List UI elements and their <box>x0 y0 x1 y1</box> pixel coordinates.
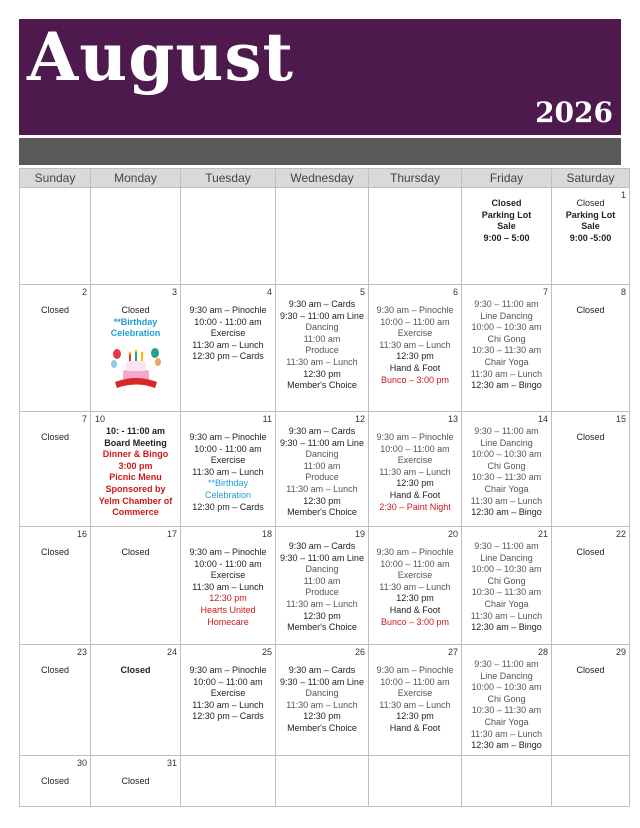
event-line: 12:30 pm <box>396 478 434 489</box>
event-line: 9:00 – 5:00 <box>483 232 530 243</box>
day-number: 30 <box>76 758 87 768</box>
event-line: 11:30 am – Lunch <box>192 339 264 350</box>
day-cell[interactable] <box>552 527 630 645</box>
event-line: 12:30 pm <box>209 593 247 604</box>
event-line: 10:00 - 11:00 am <box>194 316 262 327</box>
event-line: 12:30 pm <box>303 711 341 722</box>
day-number: 28 <box>537 647 548 657</box>
day-number: 21 <box>537 529 548 539</box>
calendar-banner <box>19 19 621 135</box>
event-line: 10:30 – 11:30 am <box>471 705 542 716</box>
day-events <box>181 188 275 198</box>
day-cell[interactable] <box>91 285 181 412</box>
event-line: 12:30 pm – Cards <box>192 501 264 512</box>
event-line: Sponsored by <box>105 483 166 494</box>
day-events <box>462 527 551 634</box>
event-line: Closed <box>576 305 605 315</box>
event-line: 9:30 am – Pinochle <box>189 547 267 557</box>
event-line: Member's Choice <box>287 722 357 733</box>
day-cell[interactable] <box>276 527 369 645</box>
event-line: 9:30 – 11:00 am Line <box>280 310 364 321</box>
event-line: Hearts United <box>200 604 256 615</box>
calendar-grid <box>19 168 630 807</box>
day-cell[interactable] <box>462 527 552 645</box>
day-cell[interactable] <box>462 645 552 756</box>
day-number: 24 <box>166 647 177 657</box>
day-number: 4 <box>266 287 272 297</box>
event-line: 9:30 am – Pinochle <box>376 432 454 442</box>
day-cell[interactable] <box>91 645 181 756</box>
event-line: 10:00 – 10:30 am <box>471 322 542 333</box>
event-line: Exercise <box>210 328 246 339</box>
day-events <box>20 188 90 198</box>
event-line: Closed <box>121 776 150 786</box>
day-events <box>91 412 180 519</box>
event-line: 12:30 pm – Cards <box>192 711 264 722</box>
event-line: 11:30 am – Lunch <box>286 598 358 609</box>
day-events <box>276 188 368 198</box>
event-line: 9:30 am – Cards <box>288 299 356 309</box>
day-cell[interactable] <box>181 285 276 412</box>
event-line: Dancing <box>305 322 339 333</box>
event-line: 9:30 – 11:00 am <box>474 426 539 436</box>
weekday-wednesday: Wednesday <box>276 169 369 188</box>
month-title: August <box>27 18 294 96</box>
event-line: 12:30 am – Bingo <box>471 622 542 633</box>
day-cell[interactable] <box>462 412 552 527</box>
day-cell[interactable] <box>276 412 369 527</box>
week-row <box>20 188 630 285</box>
event-line: Yelm Chamber of <box>98 495 173 506</box>
event-line: 10:00 – 11:00 am <box>380 443 450 454</box>
event-line: 9:30 am – Cards <box>288 426 356 436</box>
event-line: Commerce <box>112 507 159 518</box>
event-line: Closed <box>576 547 605 557</box>
day-events <box>91 285 180 390</box>
day-events <box>369 285 461 386</box>
event-line: Exercise <box>210 688 246 699</box>
event-line: 9:30 am – Pinochle <box>376 665 454 675</box>
event-line: Celebration <box>204 489 252 500</box>
event-line: 12:30 am – Bingo <box>471 507 542 518</box>
event-line: Chi Gong <box>487 333 526 344</box>
event-line: 9:30 – 11:00 am Line <box>280 437 364 448</box>
day-events <box>462 645 551 752</box>
day-events <box>181 285 275 363</box>
day-number: 6 <box>452 287 458 297</box>
event-line: Exercise <box>397 455 433 466</box>
day-cell[interactable] <box>369 756 462 807</box>
event-line: 10:00 – 10:30 am <box>471 564 542 575</box>
week-row <box>20 527 630 645</box>
day-number: 1 <box>620 190 626 200</box>
day-events <box>20 412 90 444</box>
day-events <box>369 412 461 513</box>
day-cell[interactable] <box>181 527 276 645</box>
day-number: 18 <box>261 529 272 539</box>
day-number: 23 <box>76 647 87 657</box>
day-number: 15 <box>615 414 626 424</box>
day-events <box>91 188 180 198</box>
day-number: 31 <box>166 758 177 768</box>
day-number: 19 <box>354 529 365 539</box>
event-line: Chair Yoga <box>484 483 529 494</box>
day-events <box>462 756 551 776</box>
day-events <box>552 188 629 244</box>
day-number: 7 <box>542 287 548 297</box>
weekday-friday: Friday <box>462 169 552 188</box>
day-number: 11 <box>262 414 272 424</box>
event-line: Bunco – 3:00 pm <box>380 616 450 627</box>
day-events <box>462 412 551 519</box>
day-cell[interactable] <box>91 188 181 285</box>
day-number: 10 <box>95 414 106 424</box>
event-line: Picnic Menu <box>109 472 162 483</box>
day-cell[interactable] <box>20 412 91 527</box>
day-number: 20 <box>447 529 458 539</box>
event-line: Closed <box>576 198 605 208</box>
day-events <box>369 188 461 198</box>
event-line: Closed <box>491 198 522 208</box>
event-line: Chi Gong <box>487 693 526 704</box>
event-line: 11:30 am – Lunch <box>192 466 264 477</box>
event-line: 11:30 am – Lunch <box>470 728 543 739</box>
day-number: 2 <box>81 287 87 297</box>
event-line: 10:30 – 11:30 am <box>471 472 542 483</box>
event-line: Produce <box>305 472 339 483</box>
day-events <box>276 756 368 776</box>
day-cell[interactable] <box>276 645 369 756</box>
event-line: 11:30 am – Lunch <box>470 610 543 621</box>
event-line: Homecare <box>207 616 249 627</box>
event-line: 10:30 – 11:30 am <box>471 587 542 598</box>
event-line: 10: - 11:00 am <box>105 426 166 436</box>
event-line: Board Meeting <box>104 437 167 448</box>
event-line: Exercise <box>210 570 246 581</box>
day-number: 14 <box>537 414 548 424</box>
event-line: Line Dancing <box>480 310 533 321</box>
event-line: 9:30 – 11:00 am <box>474 541 539 551</box>
event-line: Closed <box>40 776 69 786</box>
event-line: 10:00 – 11:00 am <box>193 676 263 687</box>
event-line: Exercise <box>210 455 246 466</box>
event-line: Dancing <box>305 564 339 575</box>
event-line: 9:00 -5:00 <box>569 232 612 243</box>
event-line: 12:30 pm <box>396 351 434 362</box>
weekday-saturday: Saturday <box>552 169 630 188</box>
week-row <box>20 412 630 527</box>
day-events <box>552 756 629 776</box>
event-line: Closed <box>576 665 605 675</box>
day-events <box>181 527 275 628</box>
event-line: Hand & Foot <box>389 489 441 500</box>
event-line: Line Dancing <box>480 670 533 681</box>
day-events <box>181 756 275 776</box>
event-line: Chi Gong <box>487 575 526 586</box>
day-events <box>462 188 551 244</box>
day-number: 27 <box>447 647 458 657</box>
day-events <box>276 285 368 392</box>
event-line: 9:30 am – Pinochle <box>376 305 454 315</box>
event-line: 9:30 am – Pinochle <box>189 665 267 675</box>
day-events <box>462 285 551 392</box>
event-line: Chair Yoga <box>484 598 529 609</box>
event-line: Celebration <box>110 328 161 339</box>
day-cell[interactable] <box>91 527 181 645</box>
event-line: 11:30 am – Lunch <box>379 581 451 592</box>
day-events <box>552 285 629 317</box>
event-line: **Birthday <box>207 478 249 489</box>
day-events <box>181 645 275 723</box>
event-line: 12:30 pm <box>303 368 341 379</box>
day-cell[interactable] <box>369 645 462 756</box>
event-line: 11:30 am – Lunch <box>286 699 358 710</box>
day-number: 3 <box>171 287 177 297</box>
event-line: Produce <box>305 587 339 598</box>
weekday-sunday: Sunday <box>20 169 91 188</box>
day-number: 12 <box>354 414 365 424</box>
day-cell[interactable] <box>369 285 462 412</box>
event-line: 10:00 – 11:00 am <box>380 316 450 327</box>
day-number: 17 <box>166 529 177 539</box>
event-line: 11:00 am <box>303 575 341 586</box>
event-line: Hand & Foot <box>389 604 441 615</box>
day-cell[interactable] <box>20 756 91 807</box>
week-row <box>20 756 630 807</box>
day-number: 8 <box>620 287 626 297</box>
event-line: Closed <box>40 547 69 557</box>
event-line: Closed <box>120 665 151 675</box>
event-line: 11:30 am – Lunch <box>192 581 264 592</box>
day-cell[interactable] <box>91 756 181 807</box>
event-line: 11:30 am – Lunch <box>192 699 264 710</box>
event-line: Chair Yoga <box>484 356 529 367</box>
event-line: 11:00 am <box>303 460 341 471</box>
event-line: Closed <box>40 432 69 442</box>
weekday-tuesday: Tuesday <box>181 169 276 188</box>
event-line: 10:00 – 10:30 am <box>471 449 542 460</box>
day-events <box>369 756 461 776</box>
event-line: 12:30 pm <box>303 610 341 621</box>
event-line: Line Dancing <box>480 552 533 563</box>
day-cell[interactable] <box>462 756 552 807</box>
event-line: 9:30 – 11:00 am Line <box>280 676 364 687</box>
event-line: Dancing <box>305 688 339 699</box>
event-line: 3:00 pm <box>118 460 153 471</box>
event-line: Closed <box>121 547 150 557</box>
day-cell[interactable] <box>552 412 630 527</box>
calendar-body <box>20 188 630 807</box>
event-line: Hand & Foot <box>389 722 441 733</box>
day-number: 22 <box>615 529 626 539</box>
event-line: 9:30 am – Pinochle <box>189 305 267 315</box>
day-number: 7 <box>81 414 87 424</box>
day-cell[interactable] <box>276 285 369 412</box>
event-line: Exercise <box>397 688 433 699</box>
event-line: Closed <box>121 305 150 315</box>
event-line: Chi Gong <box>487 460 526 471</box>
event-line: 12:30 am – Bingo <box>471 740 542 751</box>
event-line: Dinner & Bingo <box>102 449 169 460</box>
event-line: 11:30 am – Lunch <box>379 466 451 477</box>
week-row <box>20 285 630 412</box>
day-cell[interactable] <box>369 188 462 285</box>
day-number: 26 <box>354 647 365 657</box>
event-line: 11:00 am <box>303 333 341 344</box>
day-cell[interactable] <box>20 645 91 756</box>
event-line: Chair Yoga <box>484 716 529 727</box>
event-line: Parking Lot <box>565 209 616 220</box>
day-cell[interactable] <box>552 188 630 285</box>
event-line: 9:30 – 11:00 am <box>474 299 539 309</box>
event-line: 12:30 pm <box>396 593 434 604</box>
event-line: 9:30 am – Cards <box>288 541 356 551</box>
event-line: 10:30 – 11:30 am <box>471 345 542 356</box>
event-line: 2:30 – Paint Night <box>379 501 451 512</box>
event-line: 10:00 – 11:00 am <box>380 676 450 687</box>
weekday-header-row <box>20 169 630 188</box>
event-line: 10:00 - 11:00 am <box>194 558 262 569</box>
day-events <box>369 527 461 628</box>
day-events <box>20 285 90 317</box>
banner-divider-bar <box>19 138 621 165</box>
day-cell[interactable] <box>369 527 462 645</box>
day-cell[interactable] <box>552 285 630 412</box>
event-line: Member's Choice <box>287 380 357 391</box>
day-cell[interactable] <box>276 756 369 807</box>
day-number: 5 <box>359 287 365 297</box>
day-events <box>181 412 275 513</box>
event-line: 11:30 am – Lunch <box>286 356 358 367</box>
day-number: 13 <box>447 414 458 424</box>
day-cell[interactable] <box>181 756 276 807</box>
event-line: Member's Choice <box>287 622 357 633</box>
event-line: 9:30 am – Cards <box>288 665 356 675</box>
event-line: Sale <box>497 221 516 232</box>
event-line: Parking Lot <box>481 209 532 220</box>
event-line: Closed <box>40 305 69 315</box>
event-line: 11:30 am – Lunch <box>379 339 451 350</box>
event-line: Closed <box>576 432 605 442</box>
day-cell[interactable] <box>181 412 276 527</box>
event-line: Member's Choice <box>287 507 357 518</box>
event-line: 11:30 am – Lunch <box>470 495 543 506</box>
day-number: 16 <box>76 529 87 539</box>
day-cell[interactable] <box>552 756 630 807</box>
event-line: Sale <box>581 221 600 232</box>
day-cell[interactable] <box>552 645 630 756</box>
event-line: Produce <box>305 345 339 356</box>
event-line: 9:30 am – Pinochle <box>189 432 267 442</box>
day-number: 29 <box>615 647 626 657</box>
event-line: 9:30 am – Pinochle <box>376 547 454 557</box>
event-line: Exercise <box>397 328 433 339</box>
day-number: 25 <box>261 647 272 657</box>
event-line: 11:30 am – Lunch <box>379 699 451 710</box>
day-events <box>276 412 368 519</box>
event-line: Closed <box>40 665 69 675</box>
event-line: Hand & Foot <box>389 362 441 373</box>
event-line: 12:30 pm <box>396 711 434 722</box>
year-title: 2026 <box>535 96 613 129</box>
event-line: Exercise <box>397 570 433 581</box>
event-line: Bunco – 3:00 pm <box>380 374 450 385</box>
event-line: 10:00 – 10:30 am <box>471 682 542 693</box>
day-cell[interactable] <box>181 645 276 756</box>
weekday-thursday: Thursday <box>369 169 462 188</box>
event-line: 9:30 – 11:00 am Line <box>280 552 364 563</box>
event-line: Line Dancing <box>480 437 533 448</box>
event-line: 11:30 am – Lunch <box>470 368 543 379</box>
day-cell[interactable] <box>369 412 462 527</box>
week-row <box>20 645 630 756</box>
day-cell[interactable] <box>20 285 91 412</box>
event-line: 12:30 pm – Cards <box>192 351 264 362</box>
day-cell[interactable] <box>181 188 276 285</box>
day-events <box>276 527 368 634</box>
event-line: 10:00 – 11:00 am <box>380 558 450 569</box>
event-line: Dancing <box>305 449 339 460</box>
event-line: **Birthday <box>113 316 158 327</box>
day-cell[interactable] <box>462 188 552 285</box>
event-line: 12:30 pm <box>303 495 341 506</box>
event-line: 9:30 – 11:00 am <box>474 659 539 669</box>
event-line: 12:30 am – Bingo <box>471 380 542 391</box>
event-line: 11:30 am – Lunch <box>286 483 358 494</box>
day-cell[interactable] <box>91 412 181 527</box>
day-cell[interactable] <box>20 527 91 645</box>
day-cell[interactable] <box>276 188 369 285</box>
birthday-cake-icon <box>109 344 163 390</box>
day-cell[interactable] <box>462 285 552 412</box>
weekday-monday: Monday <box>91 169 181 188</box>
day-cell[interactable] <box>20 188 91 285</box>
event-line: 10:00 - 11:00 am <box>194 443 262 454</box>
